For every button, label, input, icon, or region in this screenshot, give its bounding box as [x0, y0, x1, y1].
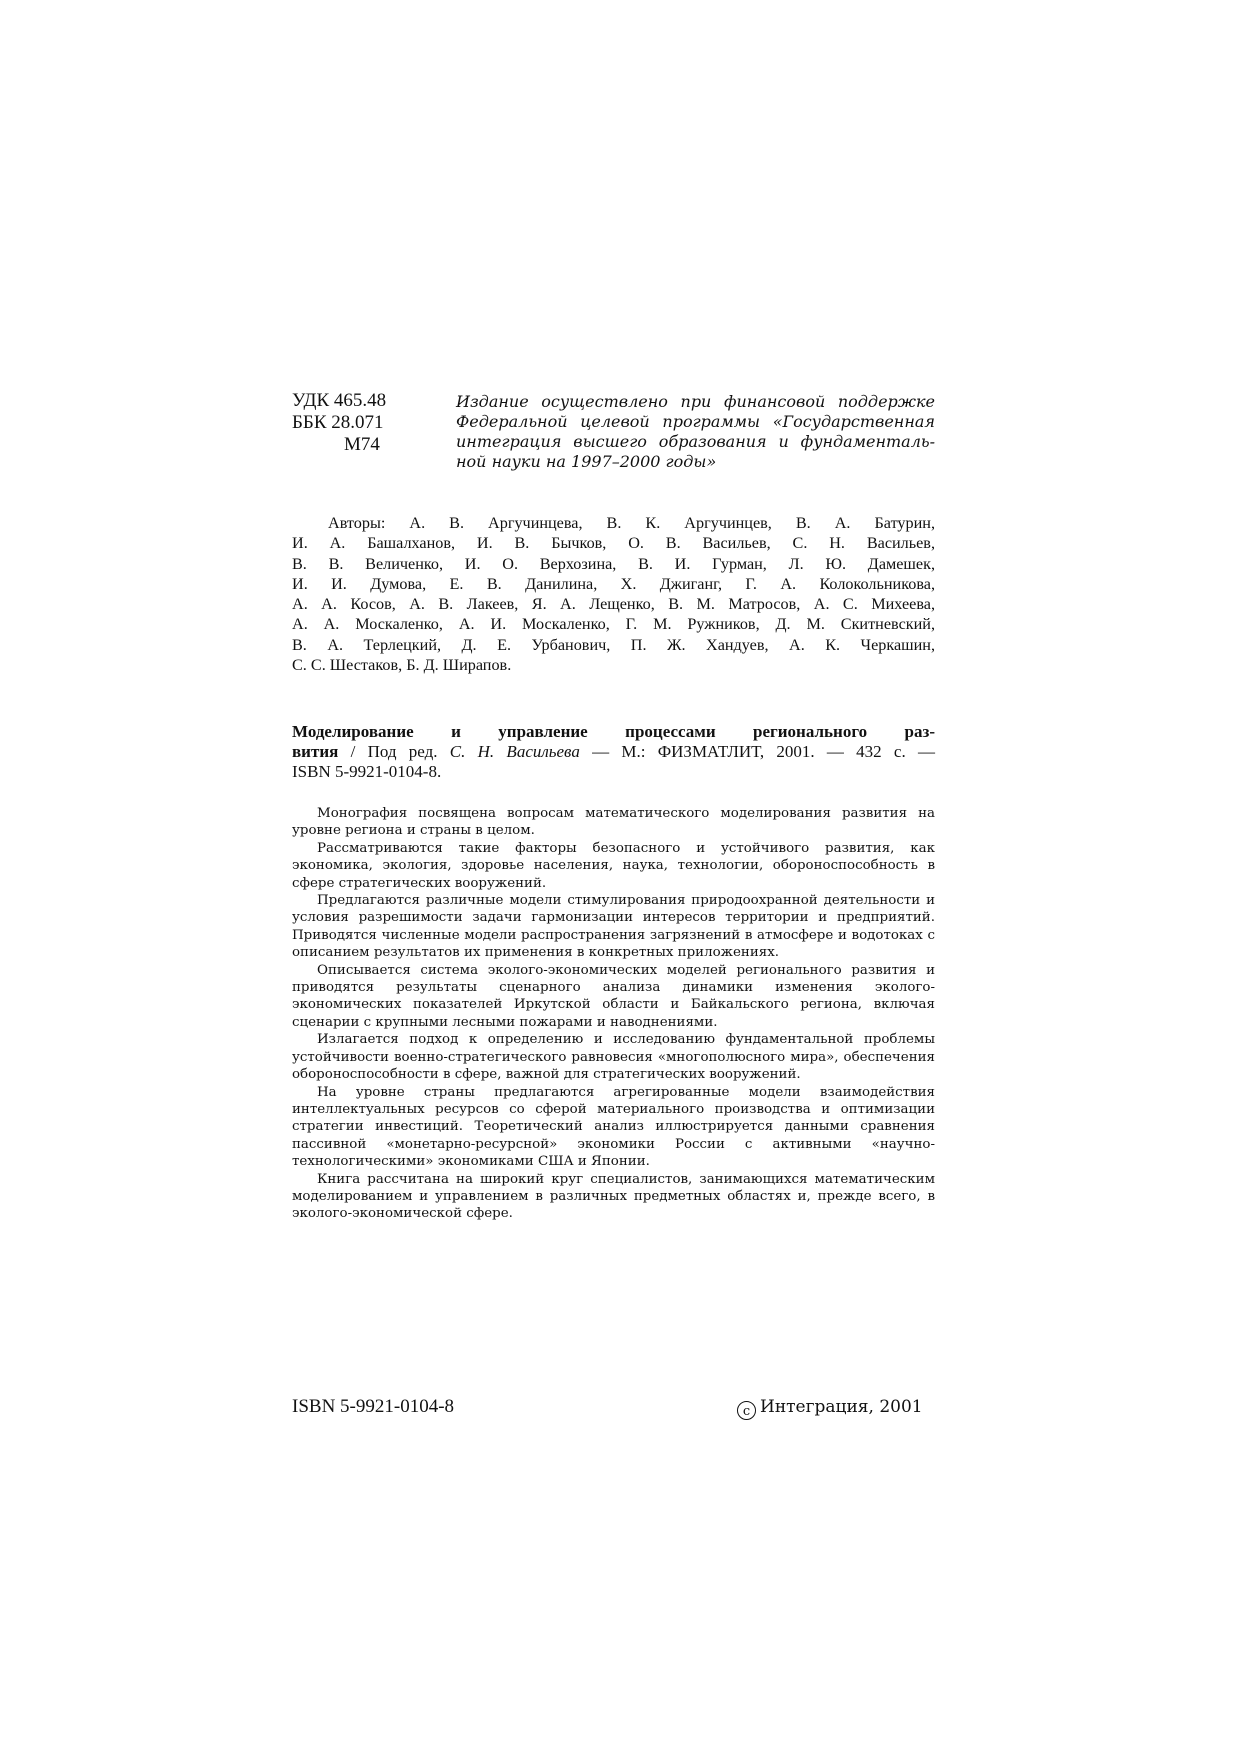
authors-line: В. А. Терлецкий, Д. Е. Урбанович, П. Ж. Хандуев, А. К. Черкашин, [292, 635, 935, 654]
authors-line: И. И. Думова, Е. В. Данилина, Х. Джиганг, Г. А. Колокольникова, [292, 574, 935, 593]
bib-line [292, 742, 935, 762]
funding-note-line: Издание осуществлено при финансовой поддержке [456, 392, 935, 411]
copyright-text: Интеграция, 2001 [760, 1397, 923, 1417]
funding-note-line: Федеральной целевой программы «Государственная [456, 412, 935, 431]
bib-text: — М.: ФИЗМАТЛИТ, 2001. — 432 с. — [579, 742, 935, 761]
authors-list [292, 513, 935, 675]
udk-code: УДК 465.48 [292, 390, 387, 411]
bib-isbn: ISBN 5-9921-0104-8. [292, 762, 442, 781]
funding-note-line: ной науки на 1997–2000 годы» [456, 452, 717, 471]
copyright-icon: c [737, 1401, 756, 1420]
authors-line: В. В. Величенко, И. О. Верхозина, В. И. Гурман, Л. Ю. Дамешек, [292, 554, 935, 573]
author-mark: М74 [344, 434, 380, 455]
funding-note [456, 392, 935, 472]
bib-text: / Под ред. [338, 742, 450, 761]
abstract-paragraph: Монография посвящена вопросам математического моделирования развития на уровне региона и страны в целом. [292, 806, 935, 839]
abstract-paragraph: Рассматриваются такие факторы безопасного и устойчивого развития, как экономика, экология, здоровье населения, наука, технологии, обороноспособность в сфере стратегических вооружений. [292, 840, 935, 891]
abstract [292, 805, 935, 1223]
authors-line: Авторы: А. В. Аргучинцева, В. К. Аргучинцев, В. А. Батурин, [328, 514, 935, 532]
footer-isbn: ISBN 5-9921-0104-8 [292, 1396, 455, 1417]
bbk-code: ББК 28.071 [292, 412, 384, 433]
abstract-paragraph: Описывается система эколого-экономических моделей регионального развития и приводятся результаты сценарного анализа динамики изменения эколого-экономических показателей Иркутской области и Байкальского региона, включая сценарии с крупными лесными пожарами и наводнениями. [292, 962, 935, 1030]
authors-line: А. А. Косов, А. В. Лакеев, Я. А. Лещенко, В. М. Матросов, А. С. Михеева, [292, 595, 935, 614]
abstract-paragraph: Излагается подход к определению и исследованию фундаментальной проблемы устойчивости военно-стратегического равновесия «многополюсного мира», обеспечения обороноспособности в сфере, важной для стратегических вооружений. [292, 1032, 935, 1083]
classification-codes [292, 390, 422, 456]
copyright [737, 1396, 923, 1420]
abstract-paragraph: Предлагаются различные модели стимулирования природоохранной деятельности и условия разрешимости задачи гармонизации интересов территории и предприятий. Приводятся численные модели распространения загрязнений в атмосфере и водотоках с описанием результатов их применения в конкретных приложениях. [292, 893, 935, 961]
bib-title-line [292, 722, 935, 742]
authors-line: С. С. Шестаков, Б. Д. Ширапов. [292, 656, 512, 675]
funding-note-line: интеграция высшего образования и фундаменталь- [456, 432, 935, 451]
abstract-paragraph: На уровне страны предлагаются агрегированные модели взаимодействия интеллектуальных ресурсов со сферой материального производства и оптимизации стратегии инвестиций. Теоретический анализ иллюстрируется данными сравнения пассивной «монетарно-ресурсной» экономики России с активными «научно-технологическими» экономиками США и Японии. [292, 1084, 935, 1170]
bibliographic-record [292, 722, 935, 782]
authors-line: А. А. Москаленко, А. И. Москаленко, Г. М. Ружников, Д. М. Скитневский, [292, 615, 935, 634]
authors-line: И. А. Башалханов, И. В. Бычков, О. В. Васильев, С. Н. Васильев, [292, 534, 935, 553]
book-title-part: вития [292, 742, 339, 761]
abstract-paragraph: Книга рассчитана на широкий круг специалистов, занимающихся математическим моделированием и управлением в различных предметных областях и, прежде всего, в эколого-экономической сфере. [292, 1171, 935, 1222]
editor-name: С. Н. Васильева [449, 742, 580, 761]
book-title-part: Моделирование и управление процессами регионального раз- [292, 722, 935, 741]
